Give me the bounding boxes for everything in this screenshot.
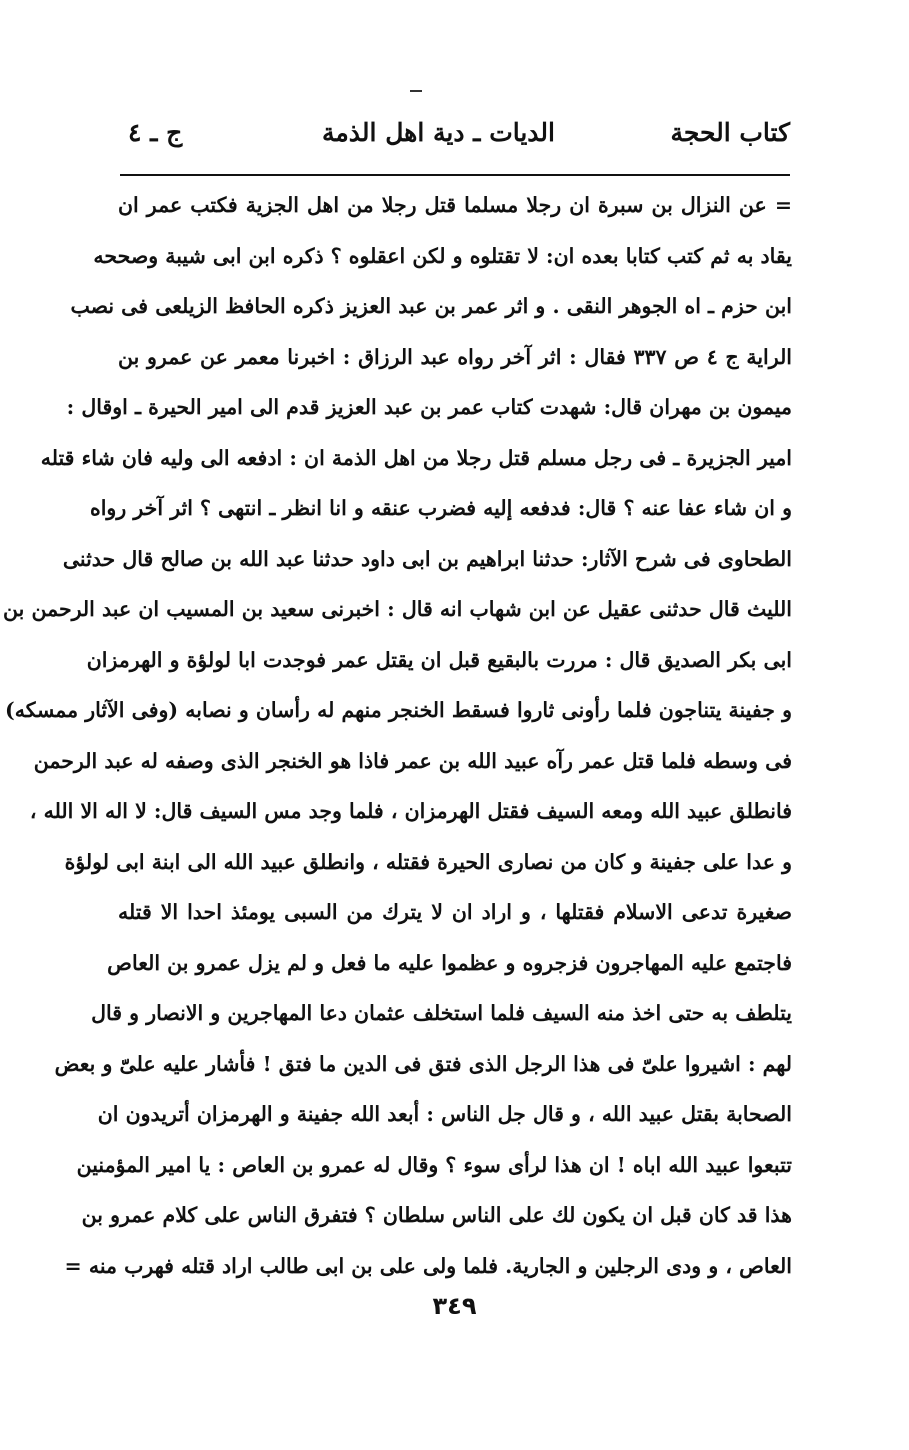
text-line: العاص ، و ودى الرجلين و الجارية. فلما ولى على بن ابى طالب اراد قتله فهرب منه = xyxy=(64,1253,792,1278)
chapter-title: الديات ـ دية اهل الذمة xyxy=(322,118,555,147)
book-title: كتاب الحجة xyxy=(670,118,790,147)
text-line: الصحابة بقتل عبيد الله ، و قال جل الناس : أبعد الله جفينة و الهرمزان أتريدون ان xyxy=(97,1102,792,1126)
text-line: ابى بكر الصديق قال : مررت بالبقيع قبل ان يقتل عمر فوجدت ابا لولؤة و الهرمزان xyxy=(86,647,792,672)
text-line: امير الجزيرة ـ فى رجل مسلم قتل رجلا من اهل الذمة ان : ادفعه الى وليه فان شاء قتله xyxy=(40,445,792,470)
text-line: و عدا على جفينة و كان من نصارى الحيرة فقتله ، وانطلق عبيد الله الى ابنة ابى لولؤة xyxy=(64,849,792,874)
text-line: تتبعوا عبيد الله اباه ! ان هذا لرأى سوء ؟ وقال له عمرو بن العاص : يا امير المؤمنين xyxy=(76,1152,792,1177)
text-line: يتلطف به حتى اخذ منه السيف فلما استخلف عثمان دعا المهاجرين و الانصار و قال xyxy=(91,1001,792,1025)
text-line: ابن حزم ـ اه الجوهر النقى . و اثر عمر بن عبد العزيز ذكره الحافظ الزيلعى فى نصب xyxy=(70,294,792,318)
text-line: يقاد به ثم كتب كتابا بعده ان: لا تقتلوه و لكن اعقلوه ؟ ذكره ابن ابى شيبة وصححه xyxy=(93,243,792,268)
text-line: و ان شاء عفا عنه ؟ قال: فدفعه إليه فضرب عنقه و انا انظر ـ انتهى ؟ اثر آخر رواه xyxy=(90,496,792,520)
text-line: الراية ج ٤ ص ٣٣٧ فقال : اثر آخر رواه عبد الرزاق : اخبرنا معمر عن عمرو بن xyxy=(118,344,793,369)
text-line: ميمون بن مهران قال: شهدت كتاب عمر بن عبد العزيز قدم الى امير الحيرة ـ اوقال : xyxy=(66,395,792,419)
main-text xyxy=(3,180,793,1291)
text-line: هذا قد كان قبل ان يكون لك على الناس سلطان ؟ فتفرق الناس على كلام عمرو بن xyxy=(81,1203,792,1227)
header-rule xyxy=(120,174,790,176)
running-head xyxy=(120,118,790,160)
text-line: فى وسطه فلما قتل عمر رآه عبيد الله بن عمر فاذا هو الخنجر الذى وصفه له عبد الرحمن xyxy=(33,748,792,773)
text-line: الليث قال حدثنى عقيل عن ابن شهاب انه قال : اخبرنى سعيد بن المسيب ان عبد الرحمن بن xyxy=(3,597,792,621)
text-line: فاجتمع عليه المهاجرون فزجروه و عظموا عليه ما فعل و لم يزل عمرو بن العاص xyxy=(107,950,792,975)
volume-label: ج ـ ٤ xyxy=(128,118,183,147)
text-line: = عن النزال بن سبرة ان رجلا مسلما قتل رجلا من اهل الجزية فكتب عمر ان xyxy=(118,193,792,217)
text-line: و جفينة يتناجون فلما رأونى ثاروا فسقط الخنجر منهم له رأسان و نصابه (وفى الآثار ممسكه) xyxy=(5,698,792,722)
page-number: ٣٤٩ xyxy=(432,1292,477,1320)
text-line: الطحاوى فى شرح الآثار: حدثنا ابراهيم بن ابى داود حدثنا عبد الله بن صالح قال حدثنى xyxy=(62,546,792,571)
top-dash-mark xyxy=(410,90,422,92)
text-line: لهم : اشيروا علىّ فى هذا الرجل الذى فتق فى الدين ما فتق ! فأشار عليه علىّ و بعض xyxy=(54,1051,792,1076)
text-line: فانطلق عبيد الله ومعه السيف فقتل الهرمزان ، فلما وجد مس السيف قال: لا اله الا الله ، xyxy=(29,799,792,823)
text-line: صغيرة تدعى الاسلام فقتلها ، و اراد ان لا يترك من السبى يومئذ احدا الا قتله xyxy=(118,900,792,924)
